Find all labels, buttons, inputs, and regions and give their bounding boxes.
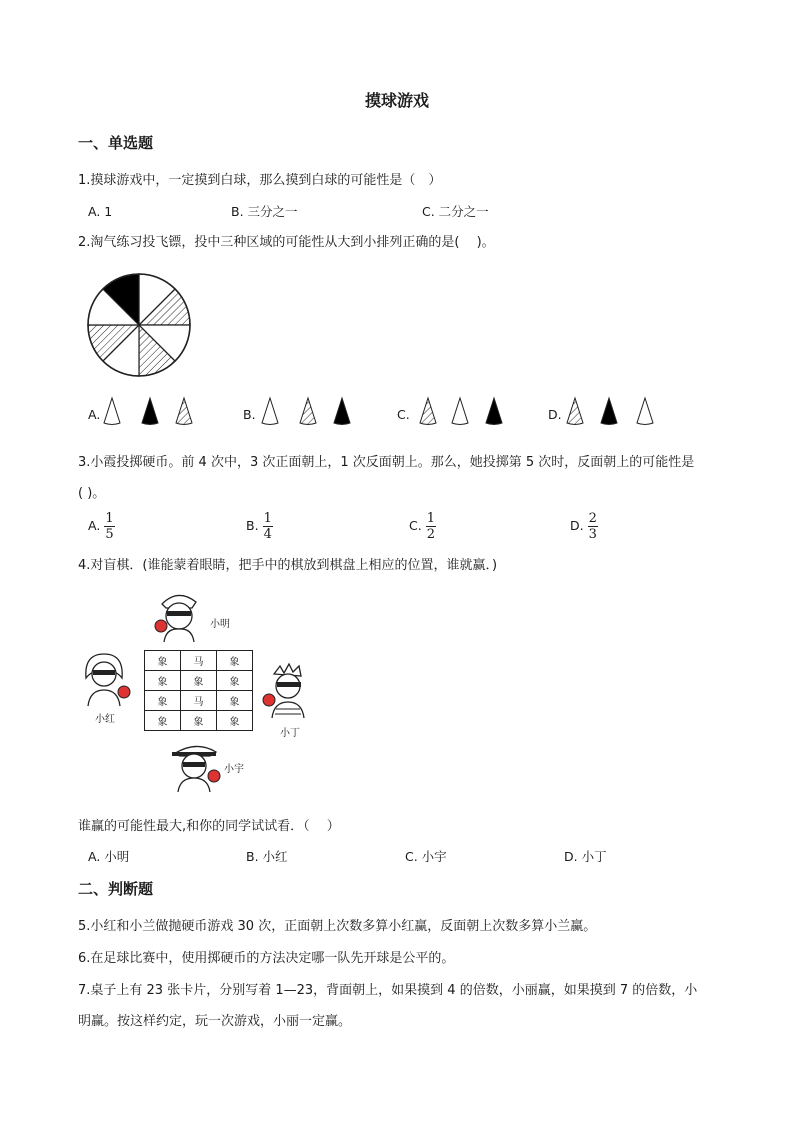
cone-striped-icon — [420, 398, 436, 425]
q3-option-c-label: C. — [409, 518, 422, 533]
cone-black-icon — [334, 398, 350, 425]
board-cell: 象 — [145, 691, 181, 711]
board-cell: 马 — [181, 691, 217, 711]
board-row — [145, 671, 253, 691]
q2-option-b-cones — [262, 396, 362, 426]
numerator: 1 — [263, 511, 272, 526]
board-cell: 象 — [145, 651, 181, 671]
q1-option-a[interactable]: A. 1 — [88, 204, 113, 219]
q1-option-c[interactable]: C. 二分之一 — [422, 204, 489, 219]
question-4-text: 4.对盲棋．(谁能蒙着眼睛，把手中的棋放到棋盘上相应的位置，谁就赢．) — [78, 558, 498, 573]
q3-option-d[interactable] — [570, 512, 598, 541]
q2-option-d[interactable]: D. — [548, 407, 562, 422]
question-7-text: 7.桌子上有 23 张卡片，分别写着 1—23，背面朝上，如果摸到 4 的倍数，小丽赢，如果摸到 7 的倍数，小 — [78, 983, 698, 998]
numerator: 1 — [426, 511, 435, 526]
fraction — [426, 512, 436, 541]
q3-option-a-label: A. — [88, 518, 101, 533]
question-2-text: 2.淘气练习投飞镖，投中三种区域的可能性从大到小排列正确的是( )。 — [78, 235, 495, 250]
cone-striped-icon — [176, 398, 192, 425]
q4-option-a[interactable]: A. 小明 — [88, 849, 130, 864]
denominator: 4 — [263, 527, 272, 542]
q2-option-a-cones — [104, 396, 204, 426]
denominator: 2 — [426, 527, 435, 542]
child-figure-right — [262, 662, 312, 718]
q2-option-d-cones — [567, 396, 667, 426]
board-cell: 马 — [181, 651, 217, 671]
question-3-text: 3.小霞投掷硬币。前 4 次中，3 次正面朝上，1 次反面朝上。那么，她投掷第 5 次时，反面朝上的可能性是 — [78, 455, 695, 470]
question-1-text: 1.摸球游戏中，一定摸到白球，那么摸到白球的可能性是（ ） — [78, 173, 442, 188]
q4-option-b[interactable]: B. 小红 — [246, 849, 288, 864]
name-label-right: 小丁 — [280, 728, 300, 739]
section-heading-single-choice: 一、单选题 — [78, 134, 154, 152]
q3-option-a[interactable] — [88, 512, 115, 541]
name-label-bottom: 小宇 — [224, 764, 244, 775]
numerator: 2 — [588, 511, 597, 526]
child-figure-bottom — [166, 740, 226, 792]
numerator: 1 — [105, 511, 114, 526]
name-label-top: 小明 — [210, 619, 230, 630]
child-figure-top — [150, 590, 210, 642]
cone-striped-icon — [567, 398, 583, 425]
board-cell: 象 — [181, 711, 217, 731]
dartboard-diagram — [86, 272, 192, 378]
q4-option-c[interactable]: C. 小宇 — [405, 849, 447, 864]
question-3-text-line2: ( )。 — [78, 486, 106, 501]
cone-black-icon — [601, 398, 617, 425]
name-label-left: 小红 — [95, 714, 115, 725]
child-figure-left — [80, 650, 135, 706]
cone-striped-icon — [300, 398, 316, 425]
page-title: 摸球游戏 — [364, 91, 429, 110]
board-row — [145, 691, 253, 711]
cone-white-icon — [452, 398, 468, 425]
board-cell: 象 — [217, 711, 253, 731]
board-row — [145, 651, 253, 671]
cone-white-icon — [637, 398, 653, 425]
board-row — [145, 711, 253, 731]
q3-option-c[interactable] — [409, 512, 436, 541]
denominator: 5 — [105, 527, 114, 542]
section-heading-true-false: 二、判断题 — [78, 880, 154, 898]
fraction — [104, 512, 114, 541]
board-cell: 象 — [145, 711, 181, 731]
board-cell: 象 — [181, 671, 217, 691]
question-6-text: 6.在足球比赛中，使用掷硬币的方法决定哪一队先开球是公平的。 — [78, 951, 455, 966]
q2-option-c[interactable]: C. — [397, 407, 410, 422]
board-cell: 象 — [145, 671, 181, 691]
q2-option-a[interactable]: A. — [88, 407, 101, 422]
cone-black-icon — [142, 398, 158, 425]
q2-option-c-cones — [420, 396, 520, 426]
q4-option-d[interactable]: D. 小丁 — [564, 849, 607, 864]
chess-board — [144, 650, 253, 731]
cone-black-icon — [486, 398, 502, 425]
fraction — [263, 512, 273, 541]
question-7-text-line2: 明赢。按这样约定，玩一次游戏，小丽一定赢。 — [78, 1014, 352, 1029]
q3-option-b[interactable] — [246, 512, 273, 541]
q3-option-d-label: D. — [570, 518, 584, 533]
board-cell: 象 — [217, 691, 253, 711]
cone-white-icon — [104, 398, 120, 425]
question-5-text: 5.小红和小兰做抛硬币游戏 30 次，正面朝上次数多算小红赢，反面朝上次数多算小兰赢。 — [78, 919, 597, 934]
board-cell: 象 — [217, 651, 253, 671]
board-cell: 象 — [217, 671, 253, 691]
q3-option-b-label: B. — [246, 518, 259, 533]
fraction — [588, 512, 598, 541]
question-4-prompt: 谁赢的可能性最大,和你的同学试试看．（ ） — [78, 819, 340, 834]
denominator: 3 — [588, 527, 597, 542]
q1-option-b[interactable]: B. 三分之一 — [231, 204, 298, 219]
q2-option-b[interactable]: B. — [243, 407, 256, 422]
cone-white-icon — [262, 398, 278, 425]
